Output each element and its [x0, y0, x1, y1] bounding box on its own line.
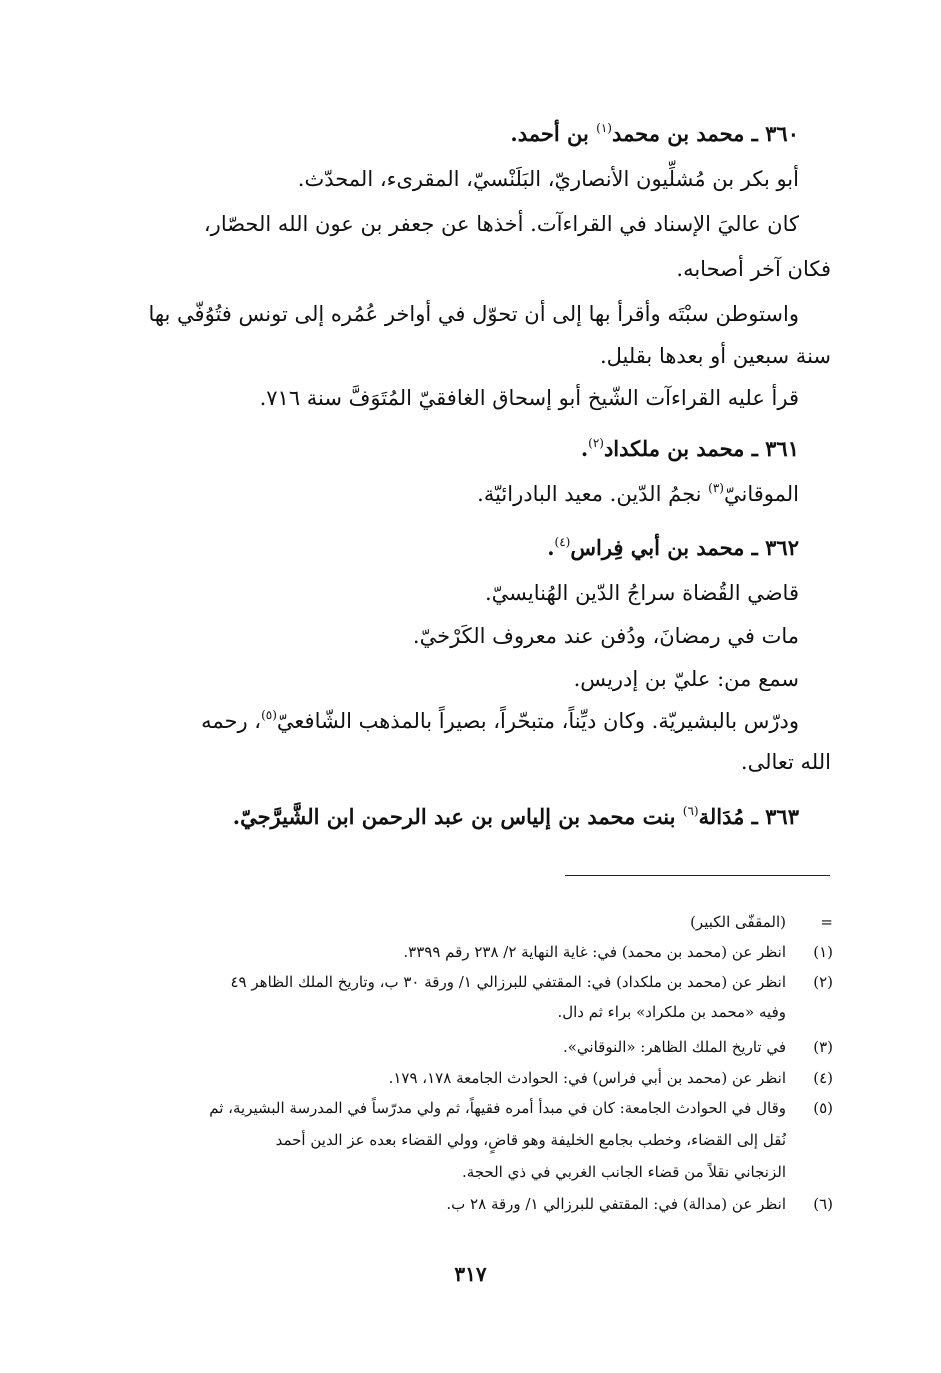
entry-362-line: سمع من: عليّ بن إدريس. — [573, 667, 799, 691]
entry-360-line: سنة سبعين أو بعدها بقليل. — [599, 344, 831, 368]
footnote-text: انظر عن (مدالة) في: المقتفي للبرزالي ١/ ورقة ٢٨ ب. — [446, 1195, 786, 1213]
entry-362-line — [201, 705, 799, 737]
entry-360-line: فكان آخر أصحابه. — [676, 257, 831, 281]
footnote-continuation-mark: = — [820, 913, 833, 931]
entry-360-line: أبو بكر بن مُشلِّيون الأنصاريّ، البَلَنْسيّ، المقرىء، المحدّث. — [297, 167, 799, 191]
footnote-text: نُقل إلى القضاء، وخطب بجامع الخليفة وهو قاضٍ، وولي القضاء بعده عز الدين أحمد — [275, 1131, 786, 1149]
footnote-text: انظر عن (محمد بن أبي فراس) في: الحوادث الجامعة ١٧٨، ١٧٩. — [388, 1069, 786, 1087]
footnote-text: وقال في الحوادث الجامعة: كان في مبدأ أمره فقيهاً، ثم ولي مدرّساً في المدرسة البشيرية، ثم — [209, 1099, 786, 1117]
entry-362-line: مات في رمضانَ، ودُفن عند معروف الكَرْخيّ. — [412, 624, 799, 648]
page-number: ٣١٧ — [454, 1262, 487, 1286]
entry-361-text: نجمُ الدّين. معيد البادرائيّة. — [477, 482, 709, 506]
footnote-text: الزنجاني نقلاً من قضاء الجانب الغربي في ذي الحجة. — [461, 1163, 786, 1181]
entry-360-title-tail: بن أحمد. — [510, 121, 597, 146]
footnote-ref-3: (٣) — [708, 481, 724, 495]
entry-362-text: ودرّس بالبشيريّة. وكان ديِّناً، متبحّراً، بصيراً بالمذهب الشّافعيّ — [276, 709, 799, 733]
footnote-continuation: (المقفّى الكبير) — [690, 913, 786, 931]
entry-360-line: واستوطن سبْتَه وأقرأ بها إلى أن تحوّل في أواخر عُمُره إلى تونس فتُوُفّي بها — [148, 302, 799, 326]
footnote-ref-5: (٥) — [261, 708, 277, 722]
footnote-number: (٢) — [813, 973, 833, 991]
entry-363-heading — [233, 801, 799, 833]
entry-360-heading — [510, 118, 799, 150]
footnote-number: (١) — [813, 943, 833, 961]
footnote-number: (٣) — [813, 1038, 833, 1056]
entry-360-line: قرأ عليه القراءآت الشّيخ أبو إسحاق الغافقيّ المُتَوَفَّ سنة ٧١٦. — [259, 386, 799, 410]
footnote-separator — [565, 875, 830, 876]
entry-360-title: ٣٦٠ ـ محمد بن محمد — [611, 121, 799, 146]
entry-361-title-tail: . — [580, 436, 589, 461]
entry-361-line — [477, 478, 799, 510]
footnote-text: انظر عن (محمد بن ملكداد) في: المقتفي للبرزالي ١/ ورقة ٣٠ ب، وتاريخ الملك الظاهر ٤٩ — [230, 973, 786, 991]
entry-361-heading — [581, 433, 799, 465]
footnote-number: (٤) — [813, 1069, 833, 1087]
entry-362-line: الله تعالى. — [740, 750, 831, 774]
entry-363-title-tail: بنت محمد بن إلياس بن عبد الرحمن ابن الشَّيرَّجيّ. — [232, 804, 683, 829]
footnote-number: (٥) — [813, 1099, 833, 1117]
footnote-text: انظر عن (محمد بن محمد) في: غاية النهاية ٢/ ٢٣٨ رقم ٣٣٩٩. — [403, 943, 786, 961]
entry-361-title: ٣٦١ ـ محمد بن ملكداد — [603, 436, 799, 461]
footnote-ref-6: (٦) — [682, 804, 699, 818]
entry-362-heading — [547, 532, 799, 564]
entry-360-line: كان عاليَ الإسناد في القراءآت. أخذها عن جعفر بن عون الله الحصّار، — [203, 212, 799, 236]
entry-362-title: ٣٦٢ ـ محمد بن أبي فِراس — [570, 535, 799, 560]
entry-362-title-tail: . — [547, 535, 555, 560]
footnote-ref-4: (٤) — [554, 535, 571, 549]
entry-363-title: ٣٦٣ ـ مُدَالة — [698, 804, 799, 829]
footnote-ref-2: (٢) — [588, 436, 604, 450]
footnote-text: وفيه «محمد بن ملكراد» براء ثم دال. — [557, 1003, 786, 1021]
footnote-text: في تاريخ الملك الظاهر: «النوقاني». — [562, 1038, 786, 1056]
footnote-ref-1: (١) — [596, 121, 612, 135]
footnote-number: (٦) — [813, 1195, 833, 1213]
entry-362-text: ، رحمه — [201, 709, 262, 733]
entry-362-line: قاضي القُضاة سراجُ الدّين الهُنايسيّ. — [484, 581, 799, 605]
entry-361-text: الموقانيّ — [723, 482, 799, 506]
